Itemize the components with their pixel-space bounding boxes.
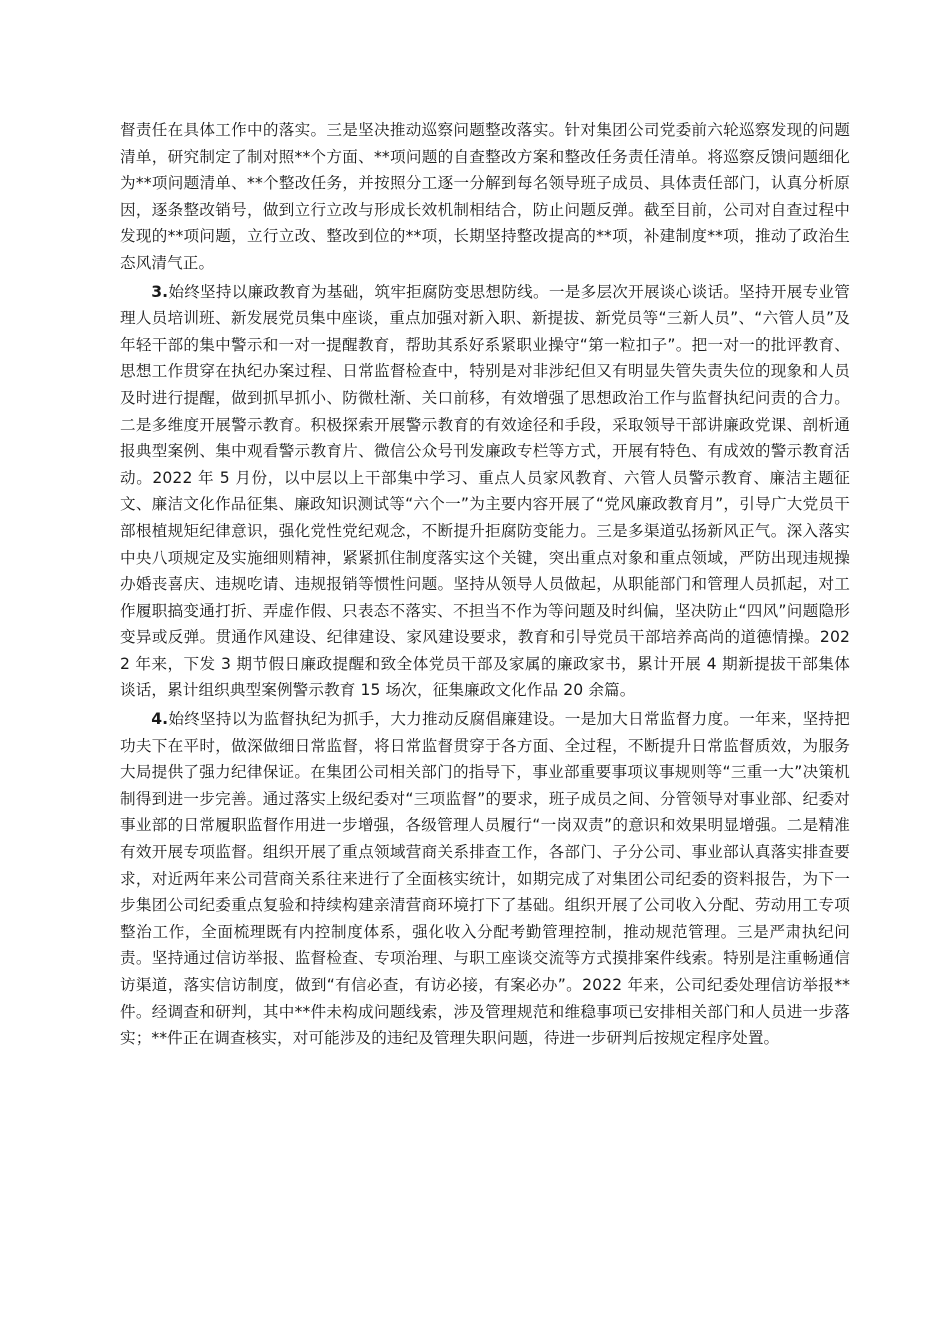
paragraph-4 <box>120 706 850 1052</box>
document-page <box>120 117 850 1052</box>
paragraph-1-text: 督责任在具体工作中的落实。三是坚决推动巡察问题整改落实。针对集团公司党委前六轮巡察发现的问题清单，研究制定了制对照**个方面、**项问题的自查整改方案和整改任务责任清单。将巡察反馈问题细化为**项问题清单、**个整改任务，并按照分工逐一分解到每名领导班子成员、具体责任部门，认真分析原因，逐条整改销号，做到立行立改与形成长效机制相结合，防止问题反弹。截至目前，公司对自查过程中发现的**项问题，立行立改、整改到位的**项，长期坚持整改提高的**项，补建制度**项，推动了政治生态风清气正。 <box>120 121 850 272</box>
paragraph-4-number: 4. <box>151 710 169 729</box>
paragraph-3-number: 3. <box>151 282 169 301</box>
paragraph-3 <box>120 279 850 705</box>
paragraph-1 <box>120 117 850 277</box>
paragraph-4-text: 始终坚持以为监督执纪为抓手，大力推动反腐倡廉建设。一是加大日常监督力度。一年来，坚持把功夫下在平时，做深做细日常监督，将日常监督贯穿于各方面、全过程，不断提升日常监督质效，为服务大局提供了强力纪律保证。在集团公司相关部门的指导下，事业部重要事项议事规则等“三重一大”决策机制得到进一步完善。通过落实上级纪委对“三项监督”的要求，班子成员之间、分管领导对事业部、纪委对事业部的日常履职监督作用进一步增强，各级管理人员履行“一岗双责”的意识和效果明显增强。二是精准有效开展专项监督。组织开展了重点领域营商关系排查工作，各部门、子分公司、事业部认真落实排查要求，对近两年来公司营商关系往来进行了全面核实统计，如期完成了对集团公司纪委的资料报告，为下一步集团公司纪委重点复验和持续构建亲清营商环境打下了基础。组织开展了公司收入分配、劳动用工专项整治工作，全面梳理既有内控制度体系，强化收入分配考勤管理控制，推动规范管理。三是严肃执纪问责。坚持通过信访举报、监督检查、专项治理、与职工座谈交流等方式摸排案件线索。特别是注重畅通信访渠道，落实信访制度，做到“有信必查，有访必接，有案必办”。2022 年来，公司纪委处理信访举报**件。经调查和研判，其中**件未构成问题线索，涉及管理规范和维稳事项已安排相关部门和人员进一步落实；**件正在调查核实，对可能涉及的违纪及管理失职问题，待进一步研判后按规定程序处置。 <box>120 710 850 1048</box>
paragraph-3-text: 始终坚持以廉政教育为基础，筑牢拒腐防变思想防线。一是多层次开展谈心谈话。坚持开展专业管理人员培训班、新发展党员集中座谈，重点加强对新入职、新提拔、新党员等“三新人员”、“六管人员”及年轻干部的集中警示和一对一提醒教育，帮助其系好系紧职业操守“第一粒扣子”。把一对一的批评教育、思想工作贯穿在执纪办案过程、日常监督检查中，特别是对非涉纪但又有明显失管失责失位的现象和人员及时进行提醒，做到抓早抓小、防微杜渐、关口前移，有效增强了思想政治工作与监督执纪问责的合力。二是多维度开展警示教育。积极探索开展警示教育的有效途径和手段，采取领导干部讲廉政党课、剖析通报典型案例、集中观看警示教育片、微信公众号刊发廉政专栏等方式，开展有特色、有成效的警示教育活动。2022 年 5 月份，以中层以上干部集中学习、重点人员家风教育、六管人员警示教育、廉洁主题征文、廉洁文化作品征集、廉政知识测试等“六个一”为主要内容开展了“党风廉政教育月”，引导广大党员干部根植规矩纪律意识，强化党性党纪观念，不断提升拒腐防变能力。三是多渠道弘扬新风正气。深入落实中央八项规定及实施细则精神，紧紧抓住制度落实这个关键，突出重点对象和重点领域，严防出现违规操办婚丧喜庆、违规吃请、违规报销等惯性问题。坚持从领导人员做起，从职能部门和管理人员抓起，对工作履职搞变通打折、弄虚作假、只表态不落实、不担当不作为等问题及时纠偏，坚决防止“四风”问题隐形变异或反弹。贯通作风建设、纪律建设、家风建设要求，教育和引导党员干部培养高尚的道德情操。2022 年来，下发 3 期节假日廉政提醒和致全体党员干部及家属的廉政家书，累计开展 4 期新提拔干部集体谈话，累计组织典型案例警示教育 15 场次，征集廉政文化作品 20 余篇。 <box>120 282 850 700</box>
